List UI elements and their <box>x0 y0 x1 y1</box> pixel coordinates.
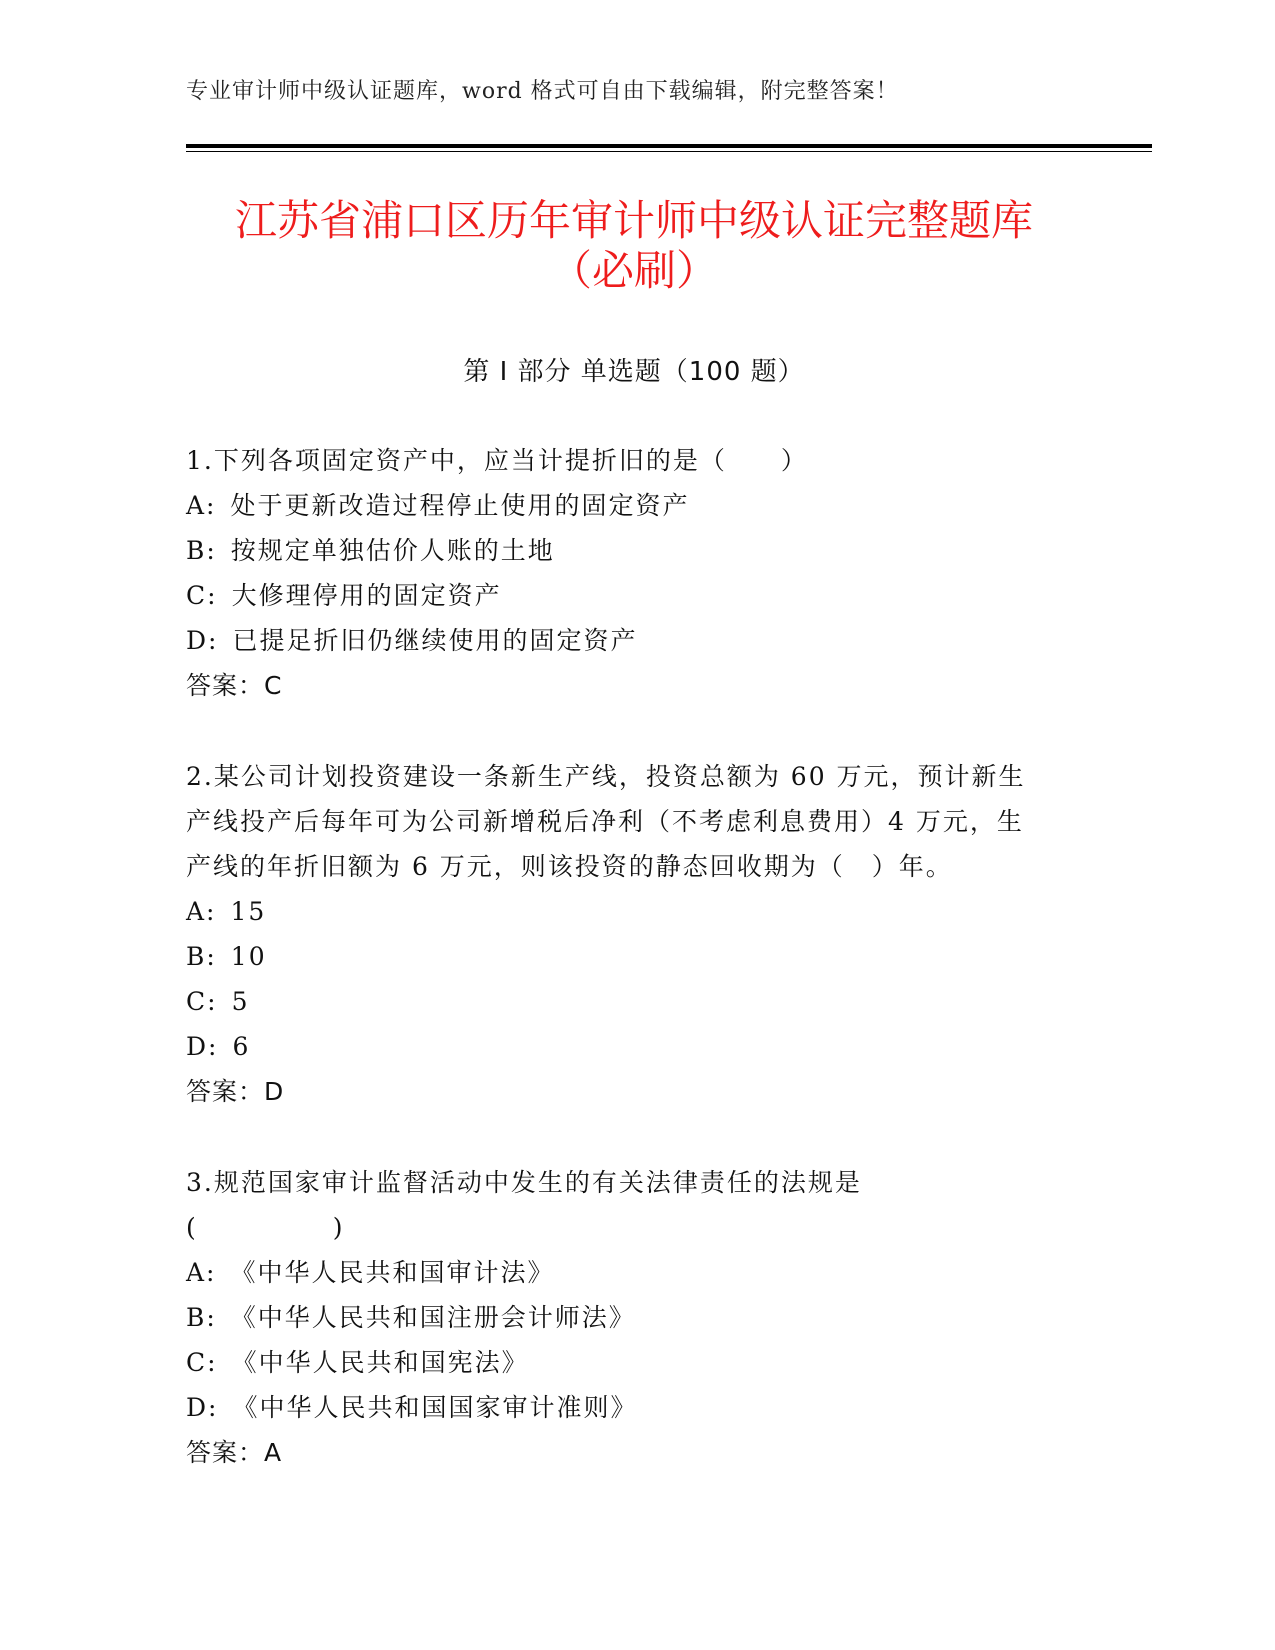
stem-line: 产线的年折旧额为 6 万元，则该投资的静态回收期为（ ）年。 <box>186 852 953 881</box>
option-text: 按规定单独估价人账的土地 <box>230 536 555 565</box>
option-letter: D: <box>186 1393 219 1422</box>
stem-line: 2.某公司计划投资建设一条新生产线，投资总额为 60 万元，预计新生 <box>186 762 1026 791</box>
option-b <box>186 1295 1086 1340</box>
option-text: 大修理停用的固定资产 <box>231 581 502 610</box>
option-letter: C: <box>186 1348 218 1377</box>
question-3 <box>186 1160 1086 1475</box>
option-text: 《中华人民共和国注册会计师法》 <box>230 1303 636 1332</box>
option-letter: B: <box>186 1303 217 1332</box>
option-a <box>186 483 1086 528</box>
option-letter: C: <box>186 987 218 1016</box>
option-letter: D: <box>186 1032 219 1061</box>
stem-line: ( ) <box>186 1213 345 1242</box>
option-text: 《中华人民共和国审计法》 <box>230 1258 555 1287</box>
stem-line: 产线投产后每年可为公司新增税后净利（不考虑利息费用）4 万元，生 <box>186 807 1024 836</box>
title-line-1: 江苏省浦口区历年审计师中级认证完整题库 <box>234 196 1033 245</box>
option-letter: B: <box>186 536 217 565</box>
question-1 <box>186 438 1086 708</box>
option-text: 已提足折旧仍继续使用的固定资产 <box>232 626 638 655</box>
option-letter: A: <box>186 1258 217 1287</box>
option-b <box>186 934 1086 979</box>
option-letter: C: <box>186 581 218 610</box>
question-2 <box>186 754 1086 1114</box>
option-letter: D: <box>186 626 219 655</box>
option-d <box>186 1385 1086 1430</box>
option-a <box>186 889 1086 934</box>
document-title <box>186 196 1082 296</box>
answer: 答案：D <box>186 1077 285 1106</box>
option-text: 15 <box>230 897 267 926</box>
question-stem <box>186 438 1086 483</box>
option-text: 处于更新改造过程停止使用的固定资产 <box>230 491 690 520</box>
question-stem <box>186 1160 1086 1250</box>
question-list <box>186 438 1086 1521</box>
stem-line: 1.下列各项固定资产中，应当计提折旧的是（ ） <box>186 446 808 475</box>
option-letter: A: <box>186 491 217 520</box>
option-text: 5 <box>231 987 250 1016</box>
section-heading: 第 I 部分 单选题（100 题） <box>463 357 805 387</box>
header-rule-thin <box>186 151 1152 152</box>
option-c <box>186 573 1086 618</box>
answer: 答案：C <box>186 671 283 700</box>
option-text: 10 <box>230 942 267 971</box>
option-text: 《中华人民共和国国家审计准则》 <box>232 1393 638 1422</box>
question-stem <box>186 754 1086 889</box>
option-c <box>186 979 1086 1024</box>
option-d <box>186 618 1086 663</box>
stem-line: 3.规范国家审计监督活动中发生的有关法律责任的法规是 <box>186 1168 862 1197</box>
option-text: 《中华人民共和国宪法》 <box>231 1348 529 1377</box>
option-letter: A: <box>186 897 217 926</box>
answer: 答案：A <box>186 1438 283 1467</box>
header-note: 专业审计师中级认证题库，word 格式可自由下载编辑，附完整答案！ <box>186 79 899 104</box>
header-rule-thick <box>186 144 1152 148</box>
title-line-2: （必刷） <box>549 246 718 295</box>
option-a <box>186 1250 1086 1295</box>
option-text: 6 <box>232 1032 251 1061</box>
option-letter: B: <box>186 942 217 971</box>
option-b <box>186 528 1086 573</box>
option-d <box>186 1024 1086 1069</box>
option-c <box>186 1340 1086 1385</box>
